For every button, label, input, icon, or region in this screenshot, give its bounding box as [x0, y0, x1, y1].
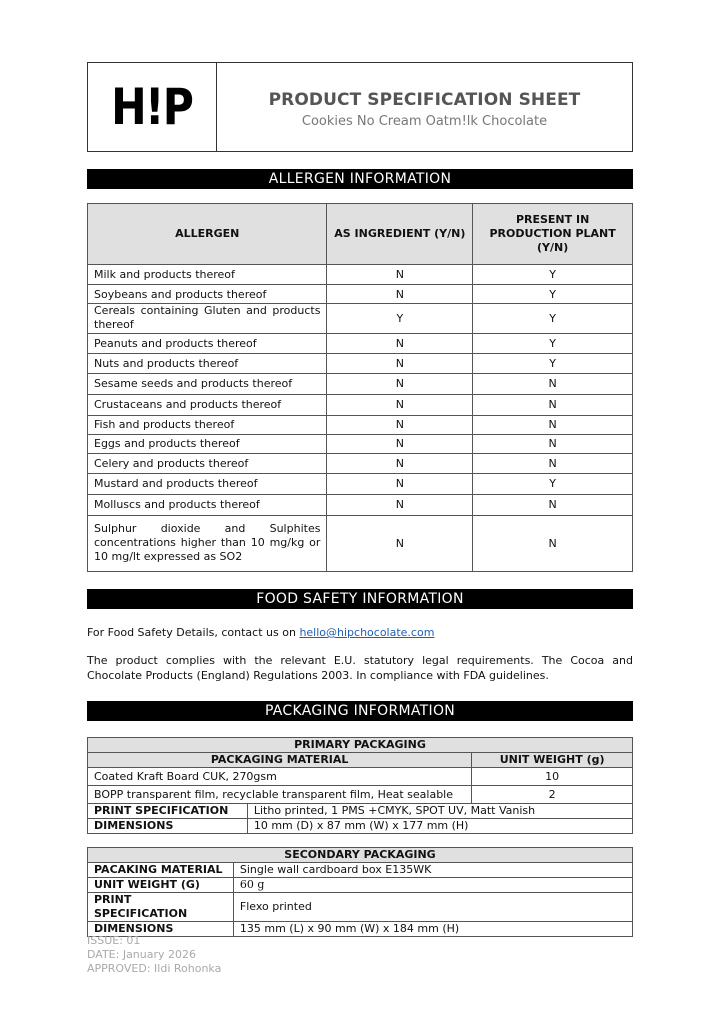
logo-cell [88, 63, 217, 151]
food-safety-section-title: FOOD SAFETY INFORMATION [87, 589, 633, 609]
primary-print-label: PRINT SPECIFICATION [88, 804, 248, 819]
approved-by: APPROVED: Ildi Rohonka [87, 962, 222, 975]
secondary-print-label: PRINT SPECIFICATION [88, 893, 234, 922]
secondary-weight-label: UNIT WEIGHT (G) [88, 878, 234, 893]
allergen-name: Nuts and products thereof [88, 353, 327, 373]
table-row [88, 473, 633, 494]
food-safety-contact [87, 625, 633, 640]
allergen-table-header [88, 204, 633, 265]
as-ingredient-value: N [327, 515, 473, 571]
in-plant-value: Y [473, 473, 633, 494]
column-header-plant: PRESENT IN PRODUCTION PLANT (Y/N) [473, 204, 633, 265]
as-ingredient-value: N [327, 415, 473, 434]
primary-material-1: Coated Kraft Board CUK, 270gsm [88, 768, 472, 786]
secondary-dimensions-label: DIMENSIONS [88, 922, 234, 937]
table-row [88, 304, 633, 334]
table-row [88, 515, 633, 571]
secondary-weight-value: 60 g [233, 878, 632, 893]
document-footer [87, 934, 221, 976]
table-row [88, 819, 633, 834]
in-plant-value: N [473, 434, 633, 453]
secondary-packaging-heading: SECONDARY PACKAGING [88, 848, 633, 863]
allergen-name: Cereals containing Gluten and products thereof [88, 304, 327, 334]
allergen-name: Molluscs and products thereof [88, 494, 327, 515]
packaging-material-header: PACKAGING MATERIAL [88, 753, 472, 768]
allergen-name: Peanuts and products thereof [88, 333, 327, 353]
table-row [88, 333, 633, 353]
allergen-name: Celery and products thereof [88, 453, 327, 473]
primary-packaging-table [87, 737, 633, 834]
allergen-name: Sulphur dioxide and Sulphites concentrations higher than 10 mg/kg or 10 mg/lt expressed as SO2 [88, 515, 327, 571]
table-row [88, 394, 633, 415]
as-ingredient-value: N [327, 373, 473, 394]
in-plant-value: Y [473, 304, 633, 334]
primary-print-value: Litho printed, 1 PMS +CMYK, SPOT UV, Matt Vanish [247, 804, 632, 819]
table-row [88, 893, 633, 922]
as-ingredient-value: N [327, 473, 473, 494]
table-row [88, 434, 633, 453]
in-plant-value: N [473, 373, 633, 394]
product-name: Cookies No Cream Oatm!lk Chocolate [301, 113, 548, 129]
primary-packaging-heading: PRIMARY PACKAGING [88, 738, 633, 753]
primary-dimensions-value: 10 mm (D) x 87 mm (W) x 177 mm (H) [247, 819, 632, 834]
issue-number: ISSUE: 01 [87, 934, 141, 947]
allergen-name: Milk and products thereof [88, 265, 327, 285]
table-row [88, 863, 633, 878]
as-ingredient-value: N [327, 353, 473, 373]
table-row [88, 285, 633, 304]
as-ingredient-value: N [327, 434, 473, 453]
as-ingredient-value: N [327, 494, 473, 515]
table-row [88, 804, 633, 819]
contact-email-link[interactable]: hello@hipchocolate.com [299, 626, 435, 639]
table-row [88, 453, 633, 473]
in-plant-value: Y [473, 353, 633, 373]
title-cell [217, 63, 632, 151]
as-ingredient-value: N [327, 453, 473, 473]
allergen-name: Soybeans and products thereof [88, 285, 327, 304]
as-ingredient-value: N [327, 285, 473, 304]
allergen-table [87, 203, 633, 572]
issue-date: DATE: January 2026 [87, 948, 197, 961]
in-plant-value: N [473, 494, 633, 515]
allergen-name: Sesame seeds and products thereof [88, 373, 327, 394]
column-header-ingredient: AS INGREDIENT (Y/N) [327, 204, 473, 265]
as-ingredient-value: N [327, 333, 473, 353]
primary-dimensions-label: DIMENSIONS [88, 819, 248, 834]
table-row [88, 768, 633, 786]
in-plant-value: N [473, 415, 633, 434]
secondary-packaging-table [87, 847, 633, 937]
table-row [88, 265, 633, 285]
primary-material-2: BOPP transparent film, recyclable transparent film, Heat sealable [88, 786, 472, 804]
as-ingredient-value: N [327, 394, 473, 415]
as-ingredient-value: Y [327, 304, 473, 334]
in-plant-value: N [473, 453, 633, 473]
primary-weight-1: 10 [472, 768, 633, 786]
table-row [88, 786, 633, 804]
secondary-material-label: PACAKING MATERIAL [88, 863, 234, 878]
in-plant-value: Y [473, 333, 633, 353]
table-row [88, 415, 633, 434]
primary-weight-2: 2 [472, 786, 633, 804]
in-plant-value: Y [473, 265, 633, 285]
packaging-section-title: PACKAGING INFORMATION [87, 701, 633, 721]
contact-text: For Food Safety Details, contact us on [87, 626, 300, 639]
in-plant-value: N [473, 394, 633, 415]
allergen-section-title: ALLERGEN INFORMATION [87, 169, 633, 189]
allergen-name: Mustard and products thereof [88, 473, 327, 494]
in-plant-value: N [473, 515, 633, 571]
in-plant-value: Y [473, 285, 633, 304]
allergen-name: Fish and products thereof [88, 415, 327, 434]
secondary-dimensions-value: 135 mm (L) x 90 mm (W) x 184 mm (H) [233, 922, 632, 937]
table-row [88, 353, 633, 373]
as-ingredient-value: N [327, 265, 473, 285]
table-row [88, 878, 633, 893]
secondary-material-value: Single wall cardboard box E135WK [233, 863, 632, 878]
secondary-print-value: Flexo printed [233, 893, 632, 922]
document-header [87, 62, 633, 152]
unit-weight-header: UNIT WEIGHT (g) [472, 753, 633, 768]
page-title: PRODUCT SPECIFICATION SHEET [268, 89, 581, 110]
table-row [88, 494, 633, 515]
compliance-statement: The product complies with the relevant E.U. statutory legal requirements. The Cocoa and Chocolate Products (England) Regulations 2003. In compliance with FDA guidelines. [87, 654, 633, 682]
allergen-name: Eggs and products thereof [88, 434, 327, 453]
brand-logo: H!P [111, 78, 193, 136]
allergen-name: Crustaceans and products thereof [88, 394, 327, 415]
column-header-allergen: ALLERGEN [88, 204, 327, 265]
table-row [88, 373, 633, 394]
